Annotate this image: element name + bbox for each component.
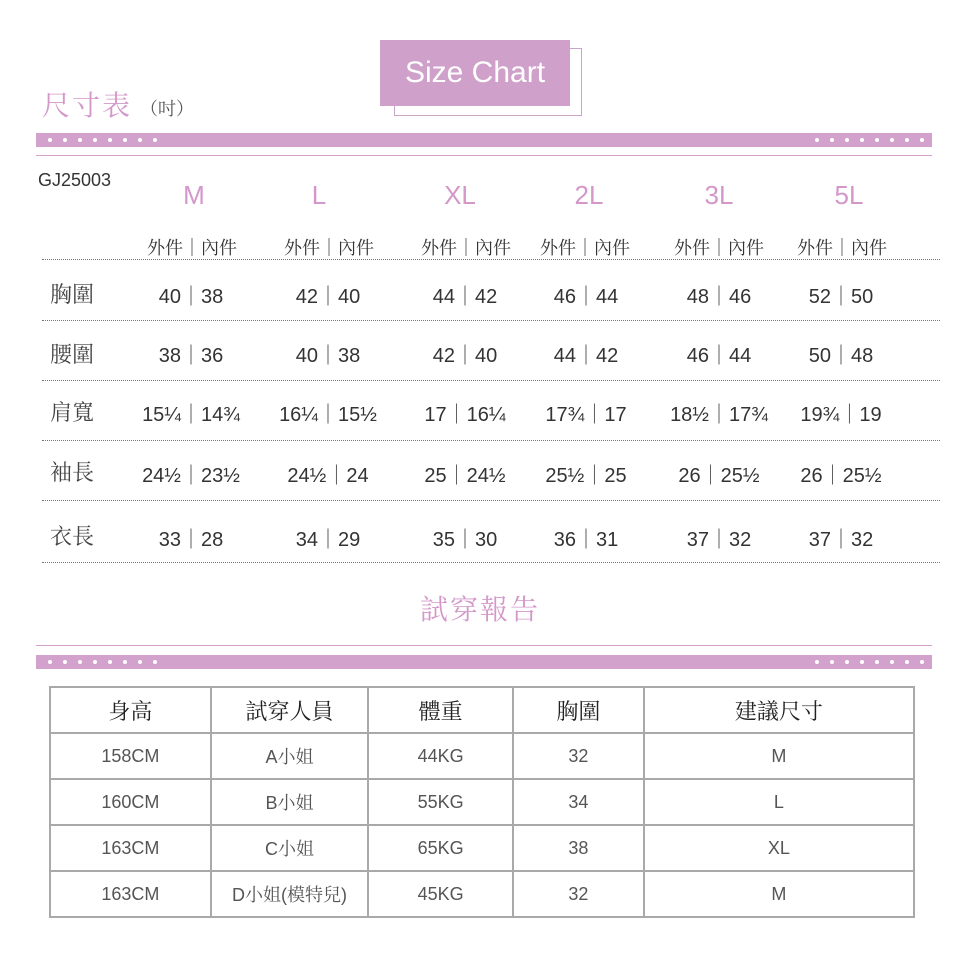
size-cell: 18½｜17¾ (670, 404, 768, 426)
table-header-row (50, 687, 914, 733)
cell-tester: A小姐 (211, 733, 369, 779)
size-cell: 44｜42 (553, 345, 619, 367)
row-label-waist: 腰圍 (50, 343, 95, 368)
size-cell: 40｜38 (295, 345, 361, 367)
size-cell: 40｜38 (158, 286, 224, 308)
size-cell: 52｜50 (808, 286, 874, 308)
size-cell: 37｜32 (686, 529, 752, 551)
cell-height: 163CM (50, 825, 211, 871)
divider (36, 645, 932, 646)
size-cell: 34｜29 (295, 529, 361, 551)
table-row (50, 825, 914, 871)
size-header-m: M (183, 180, 205, 210)
size-cell: 36｜31 (553, 529, 619, 551)
size-cell: 35｜30 (432, 529, 498, 551)
cell-weight: 65KG (368, 825, 513, 871)
cell-chest: 34 (513, 779, 644, 825)
column-header-tester: 試穿人員 (211, 687, 369, 733)
size-chart-badge: Size Chart (380, 40, 570, 106)
row-divider (42, 500, 940, 501)
cell-weight: 45KG (368, 871, 513, 917)
sub-header: 外件｜內件 (674, 238, 764, 259)
sub-header: 外件｜內件 (147, 238, 237, 259)
size-cell: 17¾｜17 (545, 404, 627, 426)
column-header-height: 身高 (50, 687, 211, 733)
cell-chest: 38 (513, 825, 644, 871)
fit-report-table (49, 686, 915, 918)
cell-height: 160CM (50, 779, 211, 825)
sub-header: 外件｜內件 (540, 238, 630, 259)
size-cell: 44｜42 (432, 286, 498, 308)
row-label-chest: 胸圍 (50, 283, 95, 308)
unit-label: （吋） (140, 99, 195, 120)
column-header-chest: 胸圍 (513, 687, 644, 733)
cell-height: 158CM (50, 733, 211, 779)
size-cell: 25½｜25 (545, 465, 627, 487)
cell-height: 163CM (50, 871, 211, 917)
table-row (50, 779, 914, 825)
product-code: GJ25003 (38, 170, 112, 190)
size-cell: 33｜28 (158, 529, 224, 551)
column-header-weight: 體重 (368, 687, 513, 733)
cell-tester: C小姐 (211, 825, 369, 871)
size-cell: 26｜25½ (800, 465, 882, 487)
size-cell: 46｜44 (553, 286, 619, 308)
size-cell: 46｜44 (686, 345, 752, 367)
fit-report-title: 試穿報告 (419, 593, 540, 626)
decorative-bar-top (36, 133, 932, 147)
cell-weight: 55KG (368, 779, 513, 825)
cell-suggested-size: M (644, 871, 914, 917)
table-row (50, 733, 914, 779)
cell-chest: 32 (513, 871, 644, 917)
row-divider (42, 259, 940, 260)
size-cell: 42｜40 (295, 286, 361, 308)
size-cell: 42｜40 (432, 345, 498, 367)
size-cell: 15¼｜14¾ (142, 404, 240, 426)
size-cell: 24½｜23½ (142, 465, 240, 487)
sub-header: 外件｜內件 (797, 238, 887, 259)
cell-suggested-size: XL (644, 825, 914, 871)
cell-tester: D小姐(模特兒) (211, 871, 369, 917)
decorative-bar-bottom (36, 655, 932, 669)
row-label-length: 衣長 (50, 525, 95, 550)
size-cell: 17｜16¼ (424, 404, 506, 426)
size-cell: 19¾｜19 (800, 404, 882, 426)
size-cell: 48｜46 (686, 286, 752, 308)
sub-header: 外件｜內件 (421, 238, 511, 259)
size-cell: 24½｜24 (287, 465, 369, 487)
size-cell: 25｜24½ (424, 465, 506, 487)
row-label-shoulder: 肩寬 (50, 401, 95, 426)
cell-weight: 44KG (368, 733, 513, 779)
row-label-sleeve: 袖長 (50, 461, 95, 486)
size-cell: 37｜32 (808, 529, 874, 551)
size-header-5l: 5L (834, 180, 864, 210)
table-row (50, 871, 914, 917)
cell-chest: 32 (513, 733, 644, 779)
size-cell: 16¼｜15½ (279, 404, 377, 426)
cell-suggested-size: L (644, 779, 914, 825)
size-header-xl: XL (444, 180, 476, 210)
cell-tester: B小姐 (211, 779, 369, 825)
divider (36, 155, 932, 156)
sub-header: 外件｜內件 (284, 238, 374, 259)
size-header-l: L (311, 180, 327, 210)
size-cell: 26｜25½ (678, 465, 760, 487)
row-divider (42, 380, 940, 381)
column-header-suggested-size: 建議尺寸 (644, 687, 914, 733)
row-divider (42, 320, 940, 321)
size-cell: 38｜36 (158, 345, 224, 367)
row-divider (42, 440, 940, 441)
row-divider (42, 562, 940, 563)
size-cell: 50｜48 (808, 345, 874, 367)
title-text: 尺寸表 (42, 89, 133, 122)
cell-suggested-size: M (644, 733, 914, 779)
page-title (42, 84, 194, 124)
size-header-3l: 3L (704, 180, 734, 210)
size-header-2l: 2L (574, 180, 604, 210)
